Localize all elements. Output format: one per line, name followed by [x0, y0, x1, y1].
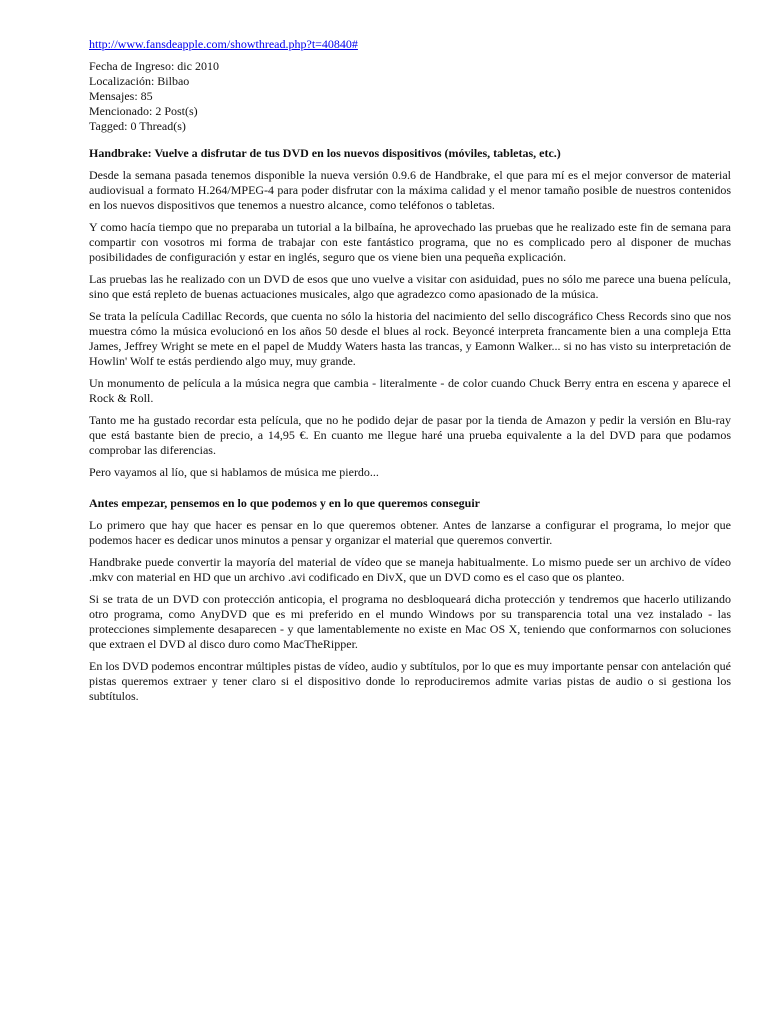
paragraph: Handbrake puede convertir la mayoría del material de vídeo que se maneja habitualmente. Lo mismo puede ser un archivo de vídeo .mkv con material en HD que un archivo .avi codificado en DivX, que un DVD como es el caso que os planteo. [89, 555, 731, 584]
join-date: Fecha de Ingreso: dic 2010 [89, 59, 219, 73]
paragraph: Un monumento de película a la música negra que cambia - literalmente - de color cuando Chuck Berry entra en escena y aparece el Rock & Roll. [89, 376, 731, 405]
article-body [89, 146, 731, 704]
paragraph: En los DVD podemos encontrar múltiples pistas de vídeo, audio y subtítulos, por lo que es muy importante pensar con antelación qué pistas queremos extraer y tener claro si el dispositivo donde lo reproduciremos admite varias pistas de audio o si gestiona los subtítulos. [89, 659, 731, 703]
paragraph: Lo primero que hay que hacer es pensar en lo que queremos obtener. Antes de lanzarse a configurar el programa, lo mejor que podemos hacer es dedicar unos minutos a pensar y organizar el material que queremos convertir. [89, 518, 731, 547]
tagged-count: Tagged: 0 Thread(s) [89, 119, 186, 133]
paragraph: Tanto me ha gustado recordar esta película, que no he podido dejar de pasar por la tienda de Amazon y pedir la versión en Blu-ray que está bastante bien de precio, a 14,95 €. En cuanto me llegue haré una prueba equivalente a la del DVD para que podamos comprobar las diferencias. [89, 413, 731, 457]
paragraph: Se trata la película Cadillac Records, que cuenta no sólo la historia del nacimiento del sello discográfico Chess Records sino que nos muestra cómo la música evolucionó en los años 50 desde el blues al rock. Beyoncé interpreta francamente bien a una compleja Etta James, Jeffrey Wright se mete en el papel de Muddy Waters hasta las trancas, y Eamonn Walker... si no has visto su interpretación de Howlin' Wolf te estás perdiendo algo muy, muy grande. [89, 309, 731, 368]
paragraph: Pero vayamos al lío, que si hablamos de música me pierdo... [89, 465, 379, 479]
paragraph: Si se trata de un DVD con protección anticopia, el programa no desbloqueará dicha protección y tendremos que hacerlo utilizando otro programa, como AnyDVD que es mi preferido en el mundo Windows por su transparencia total una vez instalado - las protecciones simplemente desaparecen - y que lamentablemente no existe en Mac OS X, teniendo que conformarnos con soluciones que extraen el DVD al disco duro como MacTheRipper. [89, 592, 731, 651]
section-heading: Handbrake: Vuelve a disfrutar de tus DVD en los nuevos dispositivos (móviles, tabletas, etc.) [89, 146, 561, 160]
message-count: Mensajes: 85 [89, 89, 153, 103]
mention-count: Mencionado: 2 Post(s) [89, 104, 198, 118]
paragraph: Y como hacía tiempo que no preparaba un tutorial a la bilbaína, he aprovechado las pruebas que he realizado este fin de semana para compartir con vosotros mi forma de trabajar con este fantástico programa, que no es complicado pero al disponer de muchas posibilidades de configuración y estar en inglés, seguro que os viene bien una pequeña explicación. [89, 220, 731, 264]
paragraph: Las pruebas las he realizado con un DVD de esos que uno vuelve a visitar con asiduidad, pues no sólo me parece una buena película, sino que está repleto de buenas actuaciones musicales, algo que agradezco como apasionado de la música. [89, 272, 731, 301]
paragraph: Desde la semana pasada tenemos disponible la nueva versión 0.9.6 de Handbrake, el que para mí es el mejor conversor de material audiovisual a formato H.264/MPEG-4 para poder disfrutar con la máxima calidad y el menor tamaño posible de nuestros contenidos en los nuevos dispositivos que tenemos a nuestro alcance, como teléfonos o tabletas. [89, 168, 731, 212]
section-gap [89, 487, 731, 496]
thread-url-link[interactable]: http://www.fansdeapple.com/showthread.php?t=40840# [89, 37, 358, 51]
location: Localización: Bilbao [89, 74, 190, 88]
author-meta [89, 59, 731, 134]
section-heading: Antes empezar, pensemos en lo que podemos y en lo que queremos conseguir [89, 496, 481, 510]
